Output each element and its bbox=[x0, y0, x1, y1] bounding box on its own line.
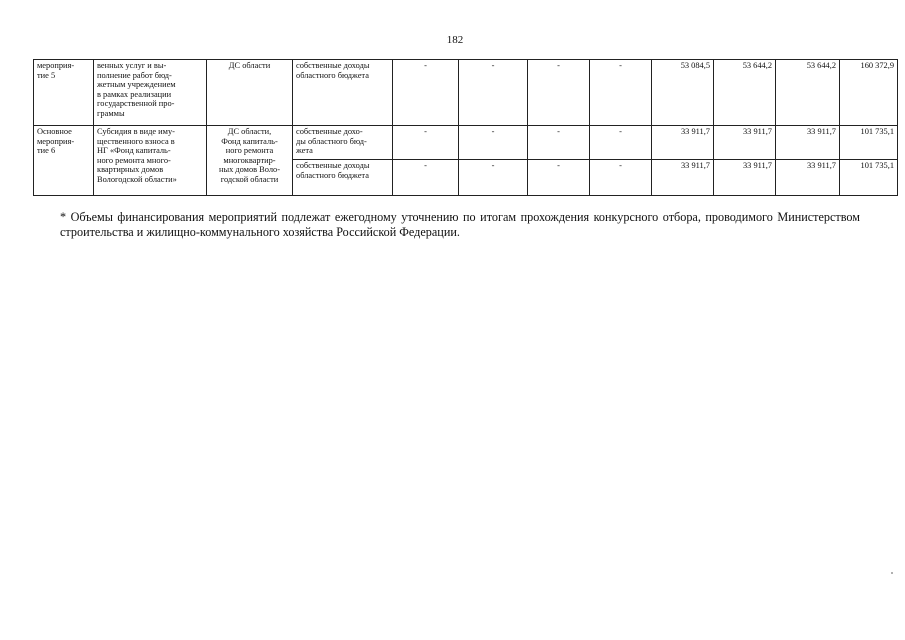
funding-source: собственные доходы областного бюджета bbox=[293, 160, 393, 196]
year-value: - bbox=[459, 126, 528, 160]
funding-source: собственные дохо- ды областного бюд- жета bbox=[293, 126, 393, 160]
total-value: 101 735,1 bbox=[840, 160, 898, 196]
year-value: - bbox=[393, 126, 459, 160]
year-value: 33 911,7 bbox=[776, 126, 840, 160]
year-value: - bbox=[528, 160, 590, 196]
activity-description: Субсидия в виде иму- щественного взноса в НГ «Фонд капиталь- ного ремонта много- квартирных домов Вологодской области» bbox=[94, 126, 207, 196]
budget-table bbox=[33, 59, 898, 196]
year-value: - bbox=[528, 126, 590, 160]
activity-name: мероприя- тие 5 bbox=[34, 60, 94, 126]
year-value: - bbox=[393, 60, 459, 126]
total-value: 101 735,1 bbox=[840, 126, 898, 160]
year-value: 33 911,7 bbox=[652, 160, 714, 196]
year-value: - bbox=[393, 160, 459, 196]
executor: ДС области, Фонд капиталь- ного ремонта многоквартир- ных домов Воло- годской области bbox=[207, 126, 293, 196]
activity-name: Основное мероприя- тие 6 bbox=[34, 126, 94, 196]
year-value: - bbox=[590, 160, 652, 196]
year-value: 33 911,7 bbox=[652, 126, 714, 160]
total-value: 160 372,9 bbox=[840, 60, 898, 126]
scan-speck bbox=[891, 572, 893, 574]
year-value: - bbox=[459, 160, 528, 196]
page-number: 182 bbox=[446, 34, 464, 46]
executor: ДС области bbox=[207, 60, 293, 126]
year-value: 53 084,5 bbox=[652, 60, 714, 126]
footnote: * Объемы финансирования мероприятий подлежат ежегодному уточнению по итогам прохождения конкурсного отбора, проводимого Министерством строительства и жилищно-коммунального хозяйства Российской Федерации. bbox=[60, 210, 860, 239]
table-row bbox=[34, 60, 898, 126]
activity-description: венных услуг и вы- полнение работ бюд- жетным учреждением в рамках реализации государственной про- граммы bbox=[94, 60, 207, 126]
year-value: - bbox=[590, 60, 652, 126]
funding-source: собственные доходы областного бюджета bbox=[293, 60, 393, 126]
year-value: 33 911,7 bbox=[714, 126, 776, 160]
table-row bbox=[34, 126, 898, 160]
year-value: 33 911,7 bbox=[714, 160, 776, 196]
year-value: - bbox=[528, 60, 590, 126]
year-value: - bbox=[590, 126, 652, 160]
year-value: - bbox=[459, 60, 528, 126]
year-value: 53 644,2 bbox=[776, 60, 840, 126]
year-value: 53 644,2 bbox=[714, 60, 776, 126]
year-value: 33 911,7 bbox=[776, 160, 840, 196]
